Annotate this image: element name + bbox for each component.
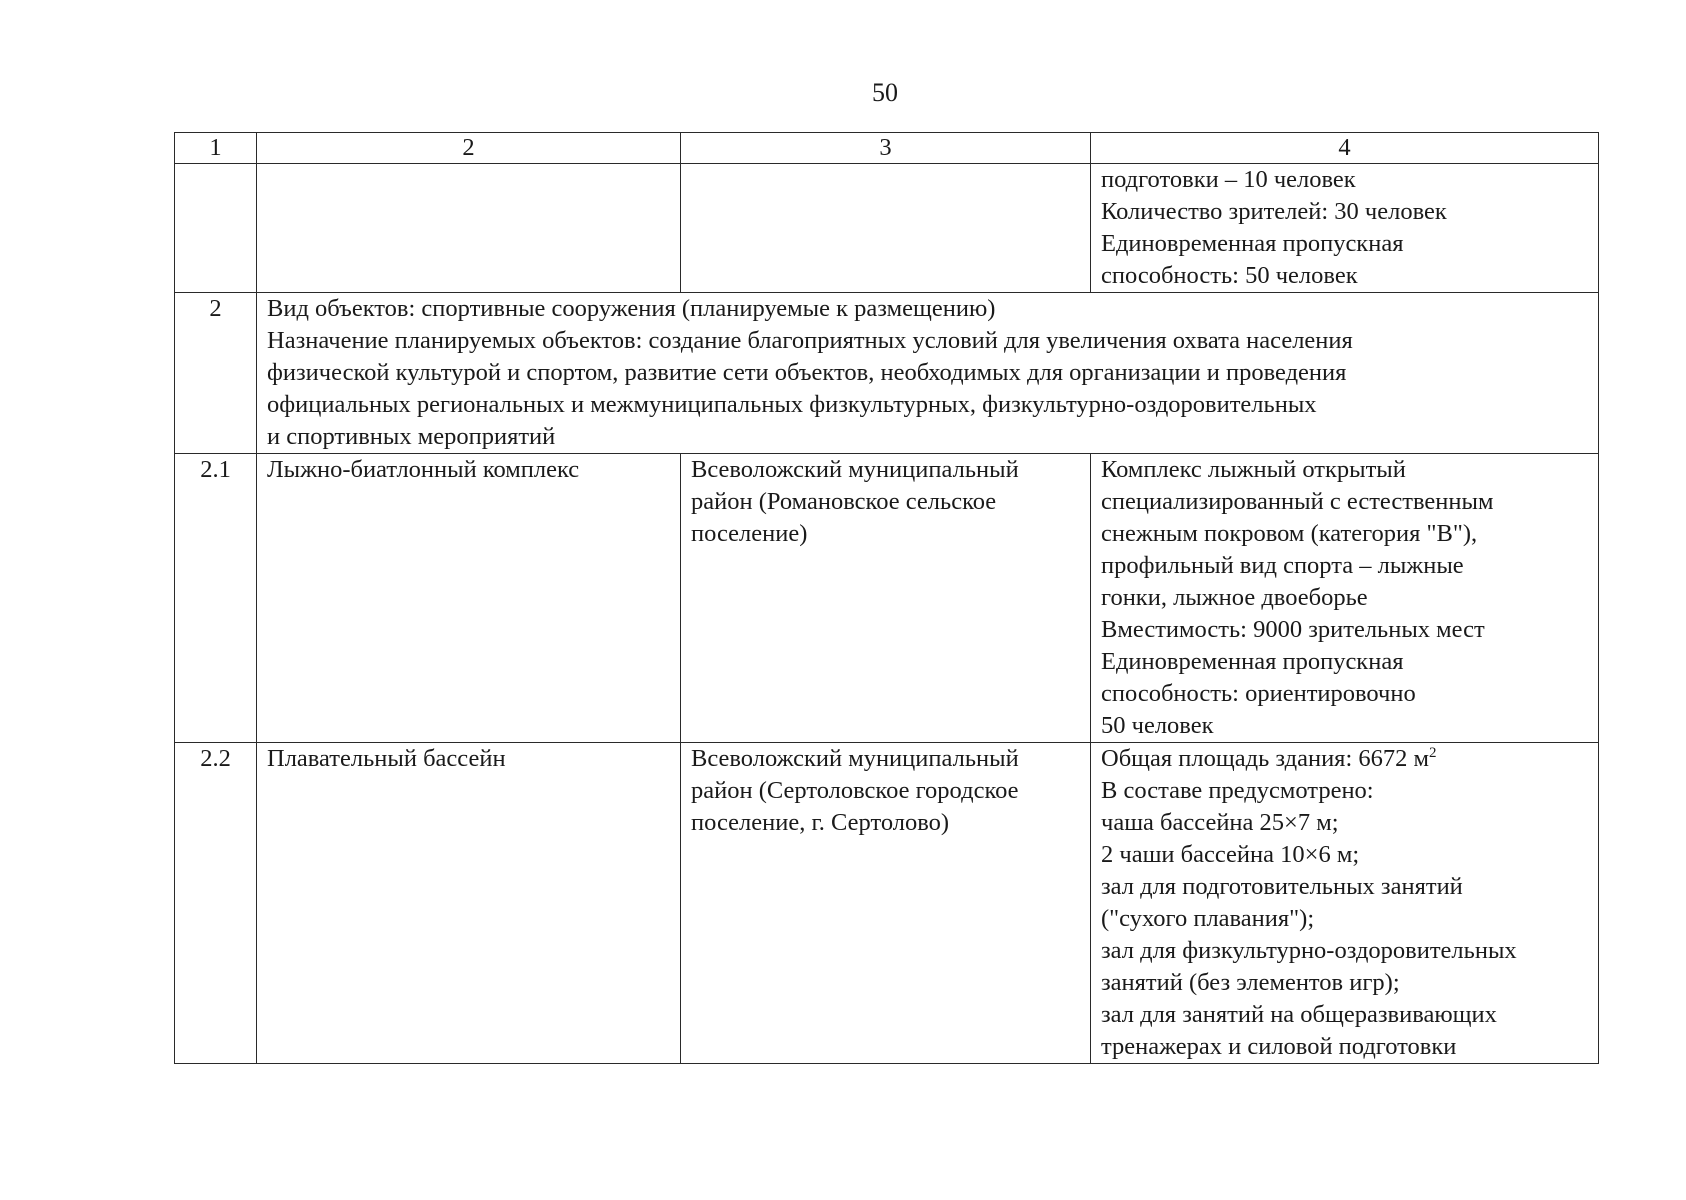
table-row-section — [175, 293, 1599, 454]
details-cell — [1091, 454, 1599, 743]
column-header: 4 — [1091, 133, 1599, 164]
details-line: зал для подготовительных занятий — [1101, 873, 1463, 900]
details-line: Количество зрителей: 30 человек — [1101, 198, 1447, 225]
details-line: чаша бассейна 25×7 м; — [1101, 809, 1339, 836]
object-name-cell — [257, 743, 681, 1064]
location-line: Всеволожский муниципальный — [691, 456, 1019, 483]
details-line: гонки, лыжное двоеборье — [1101, 584, 1368, 611]
details-line: подготовки – 10 человек — [1101, 166, 1356, 193]
details-line: профильный вид спорта – лыжные — [1101, 552, 1464, 579]
details-line: Комплекс лыжный открытый — [1101, 456, 1406, 483]
table-header-row — [175, 133, 1599, 164]
location-line: Всеволожский муниципальный — [691, 745, 1019, 772]
table-cell-empty — [257, 164, 681, 293]
objects-table — [174, 132, 1599, 1064]
details-line: способность: 50 человек — [1101, 262, 1358, 289]
object-name-cell — [257, 454, 681, 743]
section-line: Назначение планируемых объектов: создание благоприятных условий для увеличения охвата населения — [267, 327, 1353, 354]
object-name: Плавательный бассейн — [267, 745, 506, 772]
details-line: 2 чаши бассейна 10×6 м; — [1101, 841, 1360, 868]
row-number: 2 — [175, 293, 257, 454]
details-line: В составе предусмотрено: — [1101, 777, 1374, 804]
section-line: и спортивных мероприятий — [267, 423, 556, 450]
table-cell-empty — [681, 164, 1091, 293]
column-header: 1 — [175, 133, 257, 164]
details-line: способность: ориентировочно — [1101, 680, 1416, 707]
details-line: снежным покровом (категория "В"), — [1101, 520, 1478, 547]
section-line: официальных региональных и межмуниципальных физкультурных, физкультурно-оздоровительных — [267, 391, 1317, 418]
area-text: Общая площадь здания: 6672 м — [1101, 745, 1430, 772]
row-number: 2.2 — [175, 743, 257, 1064]
details-line: Единовременная пропускная — [1101, 230, 1404, 257]
details-line: ("сухого плавания"); — [1101, 905, 1315, 932]
location-line: район (Романовское сельское — [691, 488, 997, 515]
column-header: 2 — [257, 133, 681, 164]
location-line: поселение, г. Сертолово) — [691, 809, 950, 836]
details-line-area — [1101, 743, 1588, 775]
details-line: 50 человек — [1101, 712, 1214, 739]
section-line: Вид объектов: спортивные сооружения (планируемые к размещению) — [267, 295, 996, 322]
section-line: физической культурой и спортом, развитие сети объектов, необходимых для организации и проведения — [267, 359, 1347, 386]
details-cell — [1091, 743, 1599, 1064]
table-row — [175, 743, 1599, 1064]
details-cell — [1091, 164, 1599, 293]
area-superscript: 2 — [1429, 744, 1437, 761]
object-name: Лыжно-биатлонный комплекс — [267, 456, 580, 483]
details-line: Единовременная пропускная — [1101, 648, 1404, 675]
table-cell-empty — [175, 164, 257, 293]
page-number: 50 — [872, 78, 898, 107]
details-line: занятий (без элементов игр); — [1101, 969, 1400, 996]
column-header: 3 — [681, 133, 1091, 164]
details-line: зал для занятий на общеразвивающих — [1101, 1001, 1497, 1028]
location-cell — [681, 743, 1091, 1064]
details-line: тренажерах и силовой подготовки — [1101, 1033, 1457, 1060]
section-description-cell — [257, 293, 1599, 454]
details-line: Вместимость: 9000 зрительных мест — [1101, 616, 1485, 643]
location-line: район (Сертоловское городское — [691, 777, 1019, 804]
row-number: 2.1 — [175, 454, 257, 743]
details-line: зал для физкультурно-оздоровительных — [1101, 937, 1517, 964]
location-cell — [681, 454, 1091, 743]
details-line: специализированный с естественным — [1101, 488, 1494, 515]
table-row — [175, 454, 1599, 743]
location-line: поселение) — [691, 520, 808, 547]
table-row-continuation — [175, 164, 1599, 293]
